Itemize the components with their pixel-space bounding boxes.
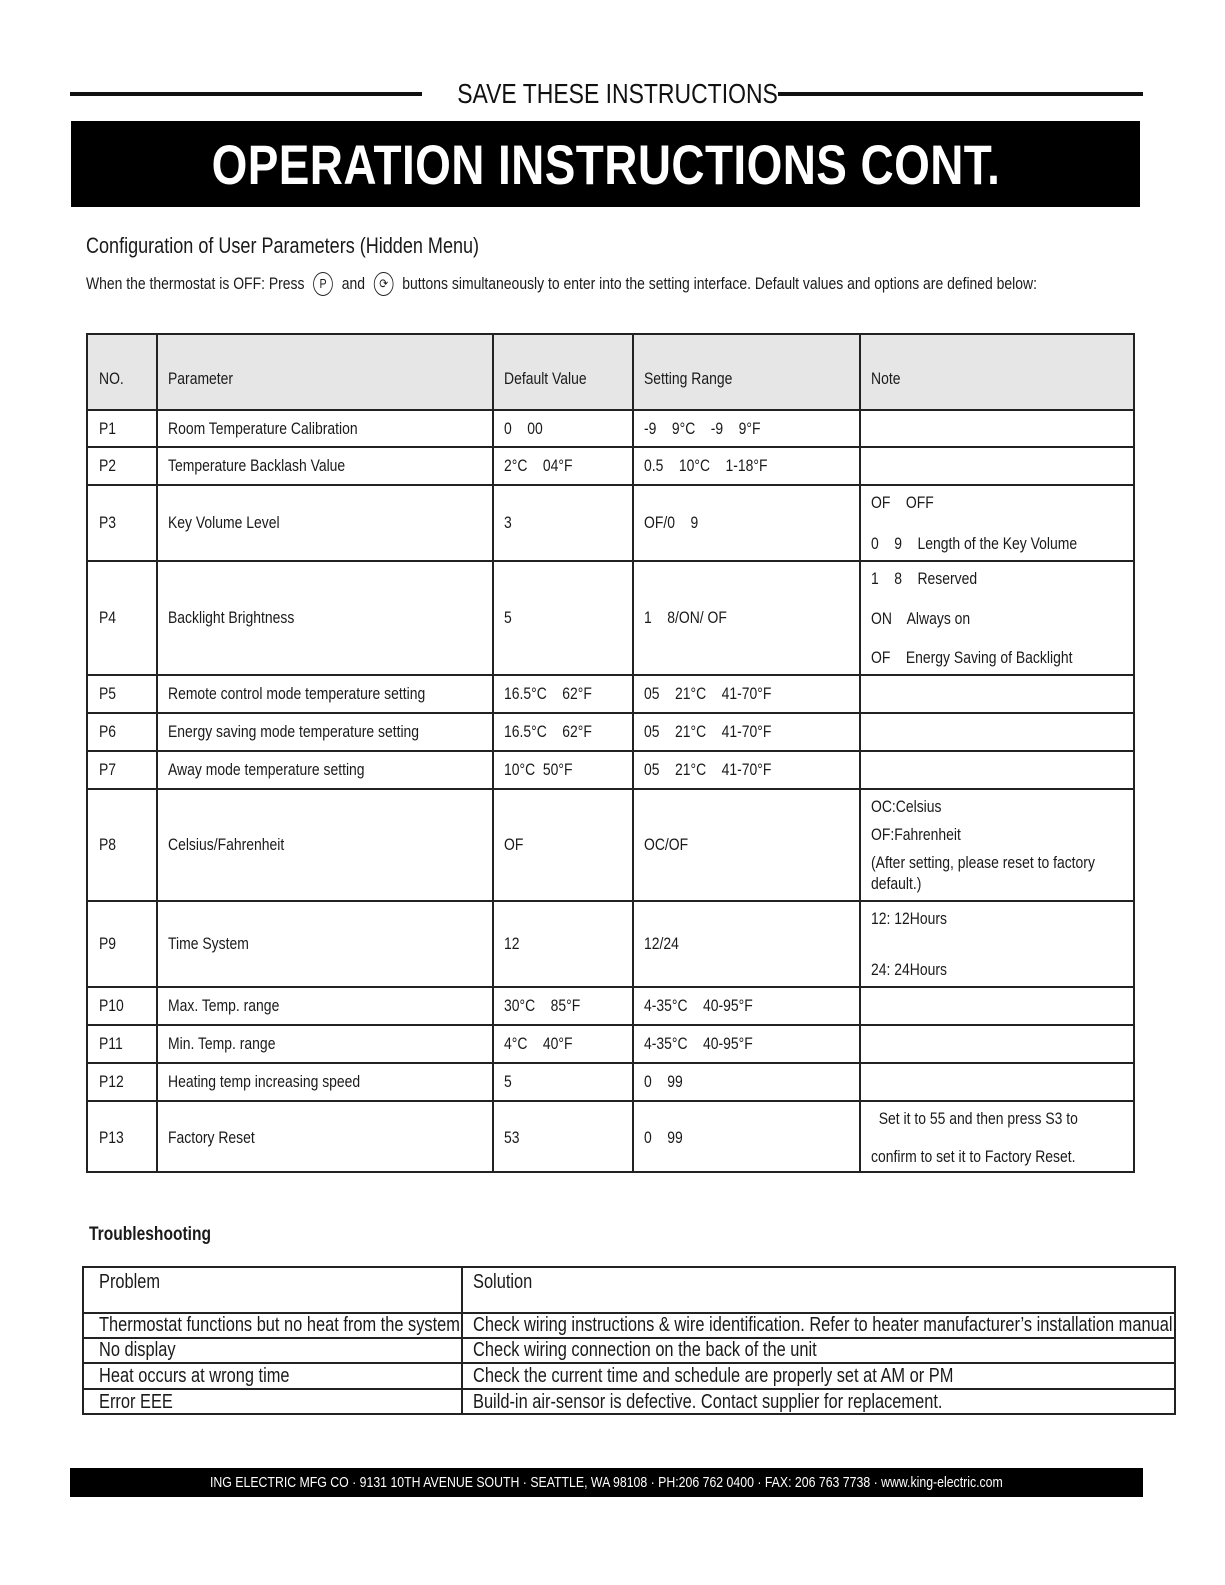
table-row: [88, 562, 1133, 676]
param-no: P6: [99, 722, 117, 741]
title-banner: [71, 121, 1140, 207]
table-row: [88, 676, 1133, 714]
param-no: P1: [99, 418, 117, 438]
table-row: [88, 902, 1133, 988]
parameter-table-header: [88, 335, 1133, 411]
column-divider: [632, 335, 634, 1171]
note-line: OF OFF: [871, 493, 934, 512]
param-range: 0.5 10°C 1-18°F: [644, 456, 768, 475]
param-no: P7: [99, 760, 117, 779]
param-name: Time System: [168, 934, 249, 953]
param-default: 53: [504, 1127, 520, 1147]
param-name: Backlight Brightness: [168, 608, 295, 627]
table-row: [88, 486, 1133, 562]
param-name: Room Temperature Calibration: [168, 418, 358, 438]
param-note: [860, 752, 1135, 788]
param-note: [860, 676, 1135, 712]
param-name: Remote control mode temperature setting: [168, 684, 426, 703]
table-row: [88, 714, 1133, 752]
troubleshooting-heading: Troubleshooting: [89, 1224, 212, 1245]
note-line: 12: 12Hours: [871, 909, 947, 928]
table-row: [88, 1102, 1133, 1173]
note-line: (After setting, please reset to factory default.): [871, 853, 1099, 893]
param-note: [860, 411, 1135, 446]
footer-bar: ING ELECTRIC MFG CO · 9131 10TH AVENUE SOUTH · SEATTLE, WA 98108 · PH:206 762 0400 · FAX: 206 763 7738 · www.king-electric.com: [70, 1468, 1143, 1497]
table-row: [84, 1364, 1174, 1390]
problem-cell: No display: [99, 1339, 176, 1361]
config-intro: [86, 270, 1225, 297]
param-default: 3: [504, 513, 512, 532]
param-range: -9 9°C -9 9°F: [644, 418, 761, 438]
troubleshooting-table: [82, 1266, 1176, 1415]
param-default: 16.5°C 62°F: [504, 684, 592, 703]
header-setting-range: Setting Range: [644, 369, 733, 388]
note-line: 1 8 Reserved: [871, 569, 978, 588]
param-no: P11: [99, 1034, 123, 1053]
param-no: P8: [99, 835, 117, 854]
note-line: ON Always on: [871, 608, 971, 628]
param-name: Away mode temperature setting: [168, 760, 365, 779]
param-default: 12: [504, 934, 520, 953]
note-line: 0 9 Length of the Key Volume: [871, 534, 1078, 553]
param-note: [860, 988, 1135, 1024]
param-note: [860, 562, 1135, 674]
problem-cell: Thermostat functions but no heat from the system: [99, 1314, 460, 1336]
header-no: NO.: [99, 369, 124, 388]
solution-cell: Check wiring connection on the back of the unit: [473, 1339, 817, 1361]
note-line: OC:Celsius: [871, 797, 942, 816]
param-note: [860, 448, 1135, 484]
solution-cell: Check the current time and schedule are properly set at AM or PM: [473, 1364, 954, 1387]
param-name: Max. Temp. range: [168, 996, 280, 1015]
param-default: 0 00: [504, 418, 543, 438]
param-name: Min. Temp. range: [168, 1034, 276, 1053]
param-no: P2: [99, 456, 117, 475]
header-solution: Solution: [473, 1271, 533, 1293]
table-row: [88, 790, 1133, 902]
intro-suffix: buttons simultaneously to enter into the setting interface. Default values and options are defined below:: [402, 273, 1037, 293]
param-range: 0 99: [644, 1072, 683, 1091]
note-line: OF Energy Saving of Backlight: [871, 648, 1073, 667]
param-range: 1 8/ON/ OF: [644, 608, 727, 627]
header-parameter: Parameter: [168, 369, 234, 388]
param-no: P4: [99, 608, 117, 627]
intro-prefix: When the thermostat is OFF: Press: [86, 273, 305, 293]
table-row: [88, 752, 1133, 790]
param-name: Temperature Backlash Value: [168, 456, 346, 475]
param-name: Energy saving mode temperature setting: [168, 722, 420, 741]
param-note: [860, 790, 1135, 900]
param-no: P12: [99, 1072, 124, 1091]
param-name: Factory Reset: [168, 1127, 255, 1147]
param-no: P10: [99, 996, 124, 1015]
table-row: [88, 988, 1133, 1026]
solution-cell: Build-in air-sensor is defective. Contact supplier for replacement.: [473, 1391, 943, 1413]
table-row: [84, 1339, 1174, 1364]
param-range: 4-35°C 40-95°F: [644, 996, 753, 1015]
intro-and: and: [341, 273, 366, 293]
param-name: Celsius/Fahrenheit: [168, 835, 285, 854]
problem-cell: Heat occurs at wrong time: [99, 1364, 290, 1387]
param-default: 30°C 85°F: [504, 996, 581, 1015]
param-no: P13: [99, 1127, 124, 1147]
table-row: [88, 448, 1133, 486]
param-note: [860, 1026, 1135, 1062]
header-problem: Problem: [99, 1271, 161, 1293]
param-default: 4°C 40°F: [504, 1034, 573, 1053]
troubleshooting-header-row: [84, 1268, 1174, 1314]
param-no: P3: [99, 513, 117, 532]
param-no: P5: [99, 684, 117, 703]
column-divider: [156, 335, 158, 1171]
note-line: Set it to 55 and then press S3 to: [871, 1109, 1078, 1128]
note-line: confirm to set it to Factory Reset.: [871, 1147, 1076, 1166]
table-row: [88, 411, 1133, 448]
param-note: [860, 714, 1135, 750]
param-range: 05 21°C 41-70°F: [644, 760, 772, 779]
param-note: [860, 1102, 1135, 1173]
param-note: [860, 486, 1135, 560]
table-row: [88, 1026, 1133, 1064]
header-note: Note: [871, 369, 901, 388]
param-default: OF: [504, 835, 524, 854]
param-default: 10°C 50°F: [504, 760, 573, 779]
param-name: Heating temp increasing speed: [168, 1072, 361, 1091]
param-range: 12/24: [644, 934, 679, 953]
header-rule-left: [70, 92, 422, 96]
param-range: OC/OF: [644, 835, 689, 854]
param-default: 2°C 04°F: [504, 456, 573, 475]
param-note: [860, 1064, 1135, 1100]
table-row: [84, 1314, 1178, 1339]
param-range: OF/0 9: [644, 513, 699, 532]
column-divider: [492, 335, 494, 1171]
note-line: OF:Fahrenheit: [871, 825, 961, 844]
param-default: 5: [504, 1072, 512, 1091]
page-title: OPERATION INSTRUCTIONS CONT.: [211, 133, 1000, 196]
param-range: 05 21°C 41-70°F: [644, 684, 772, 703]
param-note: [860, 902, 1135, 986]
save-instructions-label: SAVE THESE INSTRUCTIONS: [457, 78, 778, 109]
solution-cell: Check wiring instructions & wire identification. Refer to heater manufacturer’s installation manual.: [473, 1314, 1178, 1336]
column-divider: [859, 335, 861, 1171]
p-button-icon: P: [313, 272, 333, 296]
header-rule-right: [778, 92, 1143, 96]
power-button-icon: ⟳: [374, 272, 394, 296]
note-line: 24: 24Hours: [871, 960, 947, 979]
param-default: 16.5°C 62°F: [504, 722, 592, 741]
param-range: 05 21°C 41-70°F: [644, 722, 772, 741]
config-heading: Configuration of User Parameters (Hidden Menu): [86, 233, 480, 258]
parameter-table: [86, 333, 1135, 1173]
table-row: [84, 1390, 1174, 1415]
header-default-value: Default Value: [504, 369, 587, 388]
param-range: 4-35°C 40-95°F: [644, 1034, 753, 1053]
param-no: P9: [99, 934, 117, 953]
param-name: Key Volume Level: [168, 513, 280, 532]
problem-cell: Error EEE: [99, 1391, 173, 1413]
table-row: [88, 1064, 1133, 1102]
param-range: 0 99: [644, 1127, 683, 1147]
param-default: 5: [504, 608, 512, 627]
